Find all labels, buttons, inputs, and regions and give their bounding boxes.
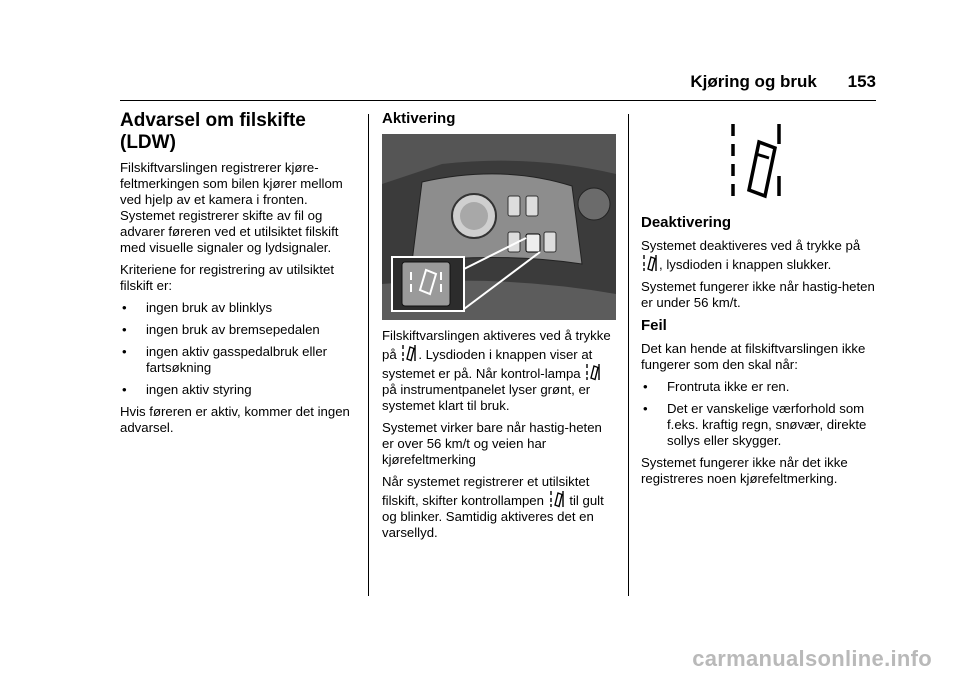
fault-intro: Det kan hende at filskiftvarslingen ikke fungerer som den skal når: <box>641 341 866 372</box>
speed-paragraph: Systemet virker bare når hastig-heten er over 56 km/t og veien har kjørefeltmerking <box>382 420 602 467</box>
section-title: Advarsel om filskifte (LDW) <box>120 110 306 153</box>
list-item: • Frontruta ikke er ren. <box>643 379 790 394</box>
lane-departure-icon <box>643 254 657 272</box>
column-3 <box>641 110 879 493</box>
bullet-marker: • <box>643 401 648 416</box>
chapter-title: Kjøring og bruk <box>690 72 817 91</box>
header-rule <box>120 100 876 101</box>
activation-heading: Aktivering <box>382 110 456 127</box>
column-divider-1 <box>368 114 369 596</box>
lane-departure-symbol-icon <box>729 118 785 200</box>
activation-paragraph: Filskiftvarslingen aktiveres ved å trykke på . Lysdioden i knappen viser at systemet er på. Når kontrol-lampa på instrumentpanelet lyser grønt, er systemet klart til bruk. <box>382 328 611 413</box>
bullet-marker: • <box>122 322 127 337</box>
list-item: • ingen aktiv gasspedalbruk eller fartsøkning <box>122 344 328 375</box>
fault-closing: Systemet fungerer ikke når det ikke registreres noen kjørefeltmerking. <box>641 455 848 486</box>
watermark: carmanualsonline.info <box>692 646 932 671</box>
lane-departure-icon <box>402 344 416 362</box>
list-item: • ingen bruk av blinklys <box>122 300 273 315</box>
bullet-marker: • <box>122 344 127 359</box>
bullet-marker: • <box>122 300 127 315</box>
deactivation-heading: Deaktivering <box>641 214 732 231</box>
fault-heading: Feil <box>641 317 667 334</box>
lane-departure-icon <box>550 490 564 508</box>
closing-paragraph: Hvis føreren er aktiv, kommer det ingen advarsel. <box>120 404 350 435</box>
column-divider-2 <box>628 114 629 596</box>
list-item: • ingen aktiv styring <box>122 382 252 397</box>
criteria-intro: Kriteriene for registrering av utilsiktet filskift er: <box>120 262 335 293</box>
low-speed-paragraph: Systemet fungerer ikke når hastig-heten er under 56 km/t. <box>641 279 875 310</box>
dashboard-button-photo <box>382 134 616 320</box>
warning-paragraph: Når systemet registrerer et utilsiktet filskift, skifter kontrollampen til gult og blinker. Samtidig aktiveres det en varsellyd. <box>382 474 604 540</box>
lane-departure-icon <box>586 363 600 381</box>
dashboard-illustration <box>382 134 616 320</box>
list-item: • ingen bruk av bremsepedalen <box>122 322 320 337</box>
bullet-marker: • <box>643 379 648 394</box>
column-2 <box>382 110 616 547</box>
page-number: 153 <box>847 72 876 91</box>
bullet-marker: • <box>122 382 127 397</box>
column-1 <box>120 110 356 442</box>
deactivation-paragraph: Systemet deaktiveres ved å trykke på , lysdioden i knappen slukker. <box>641 238 861 272</box>
page-header <box>690 72 876 92</box>
intro-paragraph: Filskiftvarslingen registrerer kjøre-feltmerkingen som bilen kjører mellom ved hjelp av et kamera i fronten. Systemet registrerer skifte av fil og advarer føreren ved et utilsiktet filskift med visuelle signaler og lydsignaler. <box>120 160 343 255</box>
list-item: • Det er vanskelige værforhold som f.eks. kraftig regn, snøvær, direkte sollys eller skygger. <box>643 401 867 448</box>
